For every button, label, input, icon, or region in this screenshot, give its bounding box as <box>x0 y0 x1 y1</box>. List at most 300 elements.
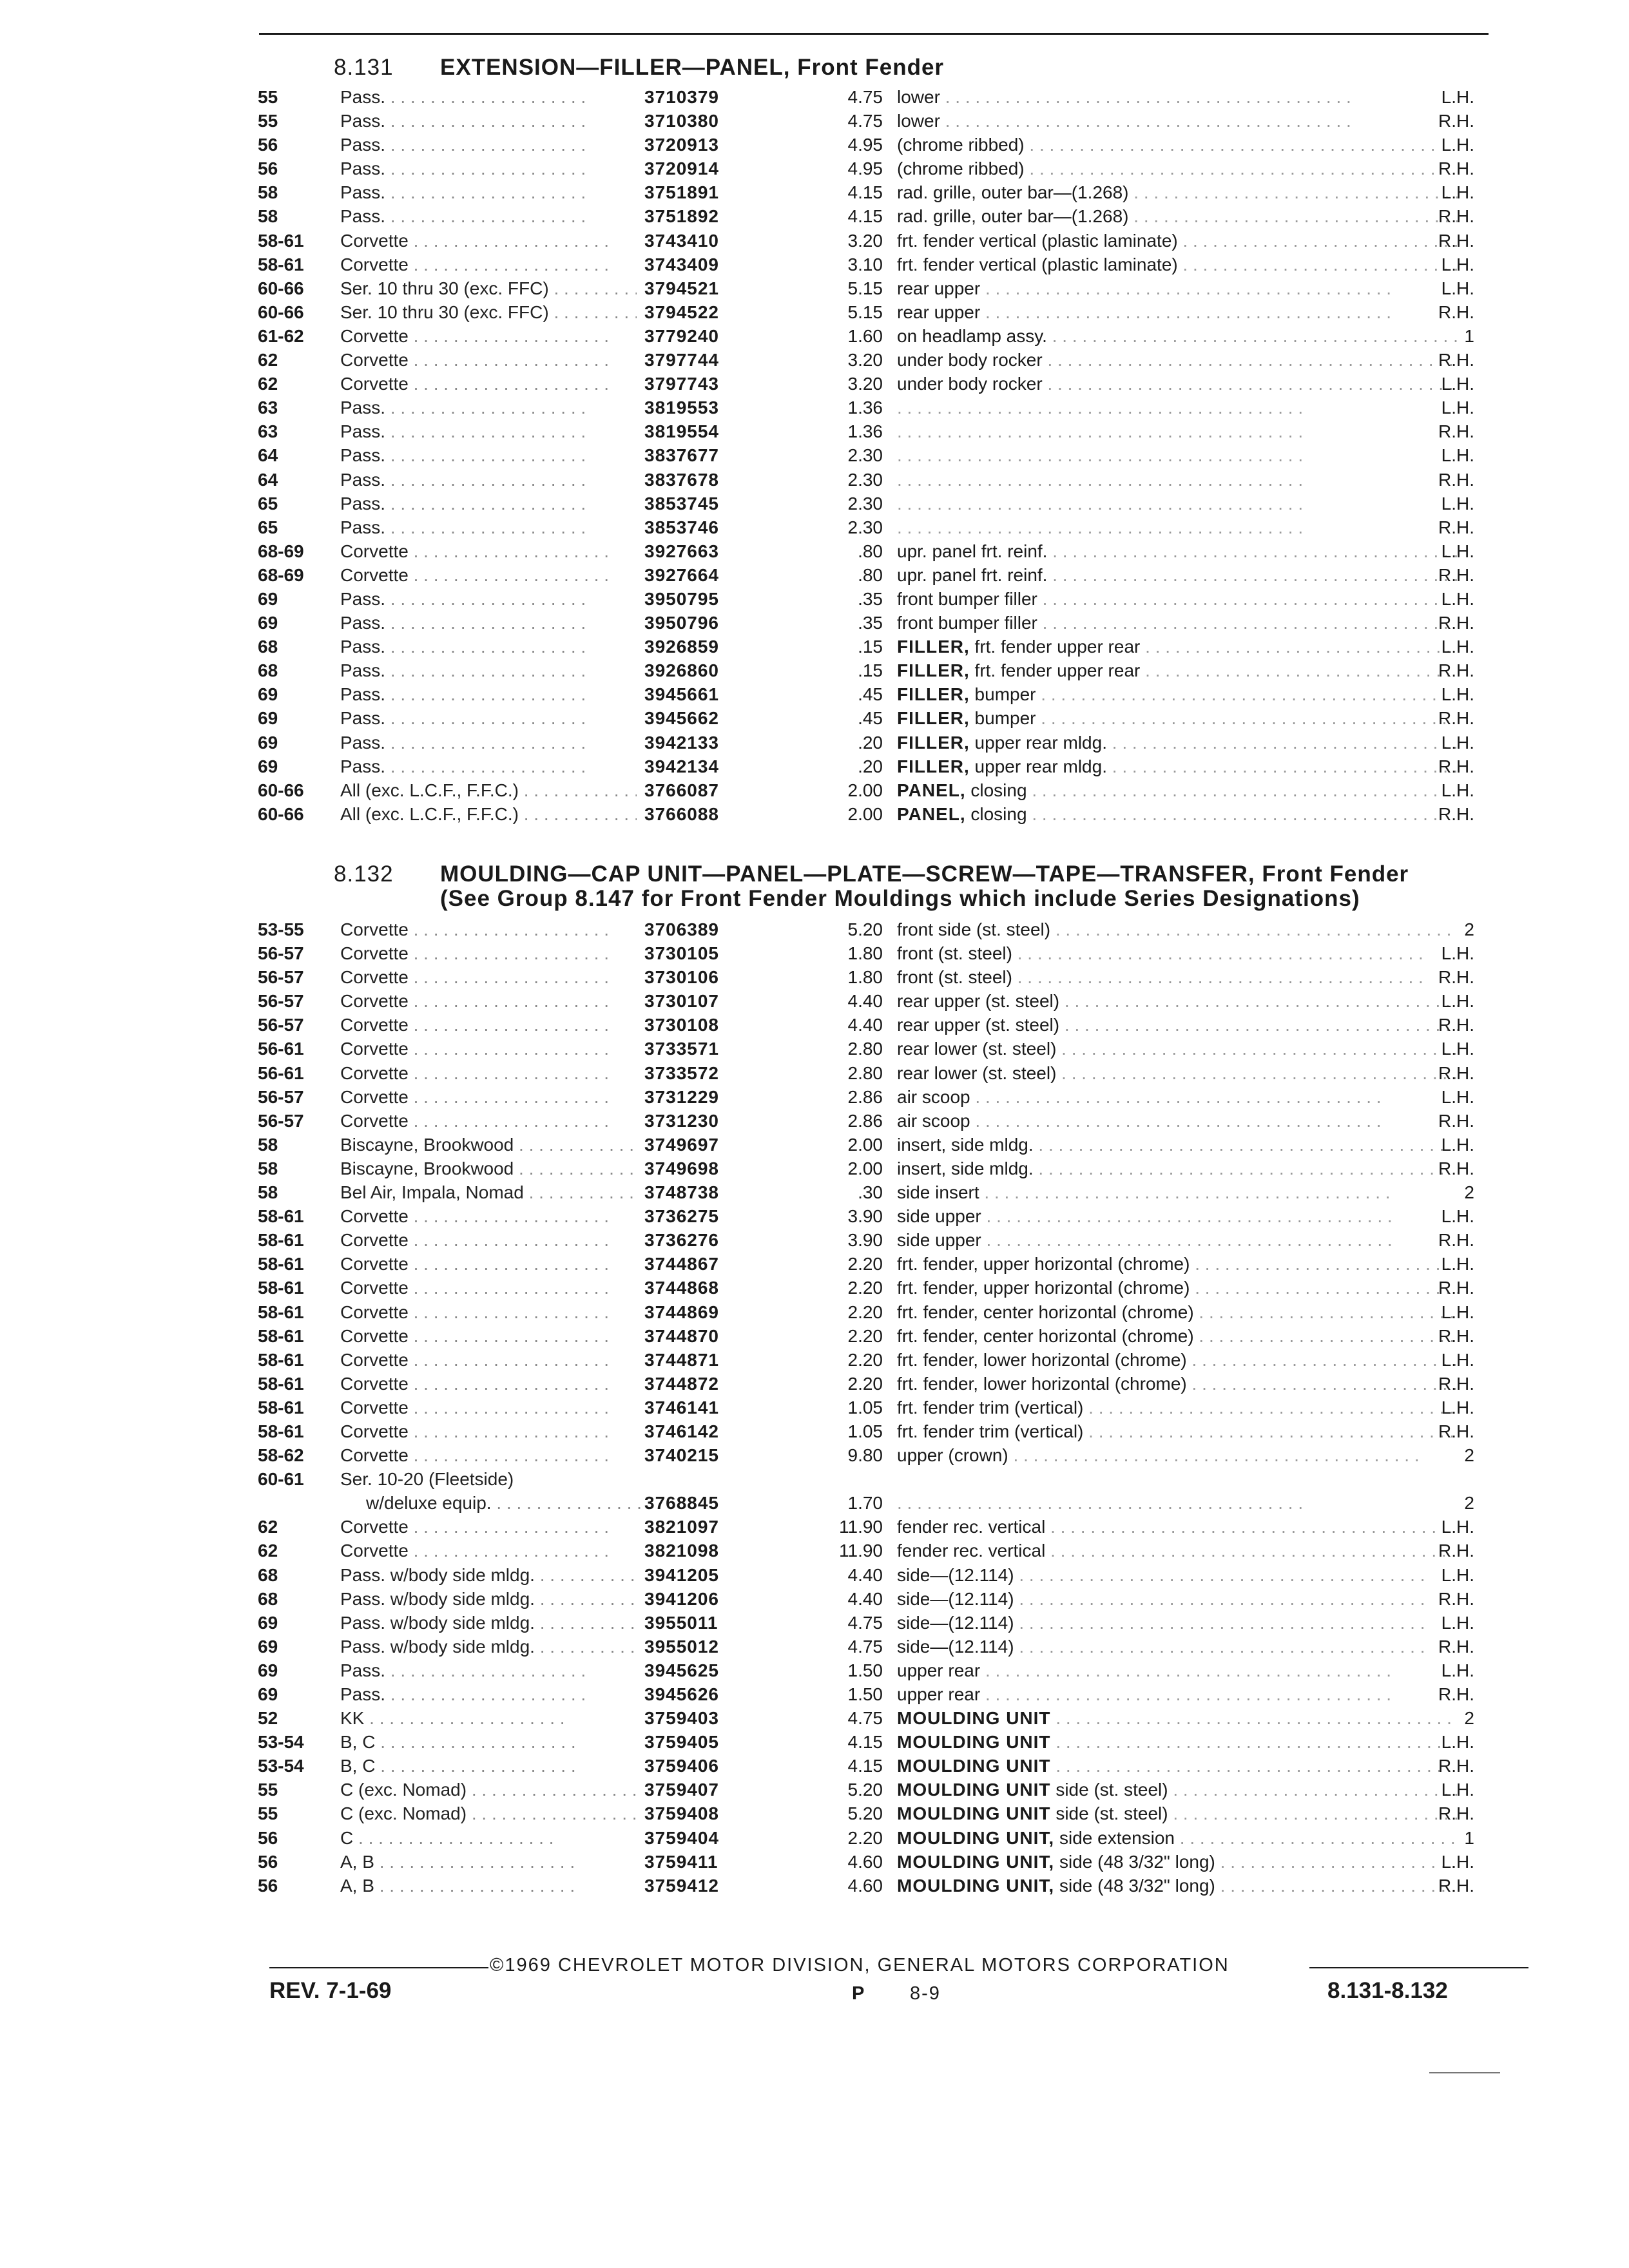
model-year: 64 <box>258 445 278 466</box>
part-description <box>897 109 1458 133</box>
model-year: 58 <box>258 1182 278 1203</box>
part-number: 3744870 <box>644 1325 720 1346</box>
price: 4.15 <box>847 1756 883 1776</box>
quantity-side: R.H. <box>1438 1421 1474 1441</box>
description-text: air scoop <box>897 1110 970 1131</box>
description-text: side (st. steel) <box>1055 1780 1168 1800</box>
description-text: frt. fender trim (vertical) <box>897 1421 1084 1441</box>
description-heading: FILLER, <box>897 637 970 657</box>
model-year: 56 <box>258 1827 278 1848</box>
price: 3.90 <box>847 1230 883 1251</box>
table-row <box>258 635 1474 658</box>
part-number: 3759405 <box>644 1732 720 1753</box>
table-row <box>258 778 1474 802</box>
part-number: 3837678 <box>644 469 720 490</box>
vehicle-model: B, C . . . <box>340 1730 637 1754</box>
description-heading: MOULDING UNIT, <box>897 1827 1055 1848</box>
price: .20 <box>858 756 883 776</box>
vehicle-model: Corvette . . . <box>340 253 637 276</box>
vehicle-model: Pass. . . . <box>340 635 637 658</box>
model-year: 65 <box>258 493 278 514</box>
vehicle-model: Corvette . . . <box>340 1443 637 1467</box>
price: 3.10 <box>847 254 883 274</box>
quantity-side: L.H. <box>1441 1039 1474 1059</box>
table-row <box>258 419 1474 443</box>
table-row <box>258 1802 1474 1825</box>
part-description <box>897 204 1458 228</box>
part-number: 3927663 <box>644 541 720 561</box>
part-number: 3945662 <box>644 708 720 729</box>
part-number: 3768845 <box>644 1493 720 1514</box>
price: 3.20 <box>847 350 883 370</box>
footer-rule-left <box>269 1967 488 1968</box>
vehicle-model: Corvette . . . <box>340 324 637 348</box>
table-row <box>258 109 1474 133</box>
price: .35 <box>858 588 883 609</box>
quantity-side: L.H. <box>1441 374 1474 394</box>
description-text: upr. panel frt. reinf. <box>897 564 1048 585</box>
table-row <box>258 1419 1474 1443</box>
table-row <box>258 989 1474 1013</box>
section-range: 8.131-8.132 <box>1327 1978 1448 2003</box>
part-description <box>897 1252 1458 1276</box>
price: 2.20 <box>847 1349 883 1370</box>
part-number: 3746141 <box>644 1397 720 1418</box>
table-row <box>258 443 1474 467</box>
price: .15 <box>858 637 883 657</box>
vehicle-model: Pass. . . . <box>340 492 637 515</box>
part-description <box>897 658 1458 682</box>
table-row <box>258 1324 1474 1348</box>
description-text: side (48 3/32" long) <box>1059 1875 1215 1896</box>
quantity-side: R.H. <box>1438 1756 1474 1776</box>
part-description <box>897 396 1458 419</box>
table-row <box>258 300 1474 324</box>
description-text: upper (crown) <box>897 1445 1008 1466</box>
quantity-side: R.H. <box>1438 1278 1474 1298</box>
table-row <box>258 1491 1474 1515</box>
table-row <box>258 324 1474 348</box>
model-year: 68 <box>258 637 278 657</box>
price: 5.20 <box>847 1780 883 1800</box>
table-row <box>258 563 1474 587</box>
part-description <box>897 1539 1458 1562</box>
vehicle-model: All (exc. L.C.F., F.F.C.) . . . <box>340 802 637 826</box>
vehicle-model: Pass. w/body side mldg. . . . <box>340 1611 637 1635</box>
part-description <box>897 1372 1458 1396</box>
part-description <box>897 229 1458 253</box>
table-row <box>258 1061 1474 1085</box>
part-description <box>897 1204 1458 1228</box>
description-text: front side (st. steel) <box>897 919 1051 939</box>
price: 1.70 <box>847 1493 883 1514</box>
table-row <box>258 1228 1474 1252</box>
part-number: 3751892 <box>644 206 720 227</box>
quantity-side: L.H. <box>1441 1732 1474 1753</box>
description-text: lower <box>897 111 940 131</box>
part-description <box>897 778 1458 802</box>
vehicle-model: Corvette . . . <box>340 1109 637 1133</box>
model-year: 55 <box>258 87 278 107</box>
part-number: 3736275 <box>644 1206 720 1227</box>
quantity-side: L.H. <box>1441 254 1474 274</box>
part-description <box>897 1085 1458 1109</box>
description-text: fender rec. vertical <box>897 1517 1046 1537</box>
table-row <box>258 1754 1474 1778</box>
quantity-side: R.H. <box>1438 1373 1474 1394</box>
model-year: 58-61 <box>258 1278 304 1298</box>
part-number: 3720913 <box>644 135 720 155</box>
table-row <box>258 754 1474 778</box>
price: 4.75 <box>847 87 883 107</box>
model-year: 56-57 <box>258 1110 304 1131</box>
parts-list <box>258 918 1474 1898</box>
model-year: 55 <box>258 111 278 131</box>
table-row <box>258 1204 1474 1228</box>
description-heading: MOULDING UNIT <box>897 1732 1051 1753</box>
part-description <box>897 1515 1458 1539</box>
price: 4.40 <box>847 1588 883 1609</box>
part-description <box>897 1276 1458 1300</box>
price: 1.36 <box>847 398 883 418</box>
model-year: 60-61 <box>258 1469 304 1490</box>
description-heading: MOULDING UNIT <box>897 1708 1051 1729</box>
part-number: 3743409 <box>644 254 720 274</box>
quantity-side: L.H. <box>1441 541 1474 561</box>
part-number: 3730107 <box>644 991 720 1012</box>
description-text: side upper <box>897 1206 981 1227</box>
description-text: insert, side mldg. <box>897 1134 1034 1155</box>
model-year: 58 <box>258 206 278 227</box>
vehicle-model: A, B . . . <box>340 1850 637 1874</box>
table-row <box>258 133 1474 157</box>
vehicle-model: Pass. . . . <box>340 396 637 419</box>
part-description <box>897 419 1458 443</box>
quantity-side: L.H. <box>1441 1349 1474 1370</box>
table-row <box>258 157 1474 180</box>
model-year: 68-69 <box>258 541 304 561</box>
table-row <box>258 1133 1474 1157</box>
price: .30 <box>858 1182 883 1203</box>
part-number: 3926860 <box>644 660 720 681</box>
price: 4.75 <box>847 1636 883 1657</box>
description-text: frt. fender, center horizontal (chrome) <box>897 1302 1194 1322</box>
part-number: 3945626 <box>644 1684 720 1704</box>
quantity-side: R.H. <box>1438 613 1474 633</box>
vehicle-model: C (exc. Nomad) . . . <box>340 1802 637 1825</box>
description-heading: MOULDING UNIT <box>897 1756 1051 1776</box>
quantity-side: L.H. <box>1441 780 1474 800</box>
part-description <box>897 965 1458 989</box>
vehicle-model: Corvette . . . <box>340 1228 637 1252</box>
table-row <box>258 229 1474 253</box>
vehicle-model: B, C . . . <box>340 1754 637 1778</box>
price: 1.80 <box>847 967 883 988</box>
part-number: 3743410 <box>644 230 720 251</box>
part-description <box>897 1180 1458 1204</box>
vehicle-model: Pass. w/body side mldg. . . . <box>340 1635 637 1658</box>
description-text: front (st. steel) <box>897 943 1012 964</box>
description-text: insert, side mldg. <box>897 1158 1034 1178</box>
quantity-side: R.H. <box>1438 1230 1474 1251</box>
table-row <box>258 1515 1474 1539</box>
quantity-side: R.H. <box>1438 967 1474 988</box>
quantity-side: L.H. <box>1441 1660 1474 1680</box>
quantity-side: 2 <box>1464 1445 1474 1466</box>
description-text: frt. fender, lower horizontal (chrome) <box>897 1349 1187 1370</box>
vehicle-model: Pass. . . . <box>340 468 637 492</box>
description-heading: PANEL, <box>897 780 966 800</box>
part-number: 3710380 <box>644 111 720 131</box>
model-year: 69 <box>258 1612 278 1633</box>
vehicle-model: Corvette . . . <box>340 229 637 253</box>
quantity-side: R.H. <box>1438 350 1474 370</box>
part-number: 3748738 <box>644 1182 720 1203</box>
quantity-side: L.H. <box>1441 278 1474 298</box>
price: .45 <box>858 684 883 705</box>
price: 4.15 <box>847 206 883 227</box>
price: 4.95 <box>847 135 883 155</box>
quantity-side: L.H. <box>1441 637 1474 657</box>
model-year: 69 <box>258 1684 278 1704</box>
model-year: 58-61 <box>258 1325 304 1346</box>
price: 1.05 <box>847 1421 883 1441</box>
price: 2.86 <box>847 1086 883 1107</box>
quantity-side: L.H. <box>1441 87 1474 107</box>
part-description <box>897 157 1458 180</box>
vehicle-model: Bel Air, Impala, Nomad . . . <box>340 1180 637 1204</box>
part-number: 3853746 <box>644 517 720 537</box>
vehicle-model: Biscayne, Brookwood . . . <box>340 1157 637 1180</box>
part-number: 3744868 <box>644 1278 720 1298</box>
description-text: upper rear <box>897 1684 981 1704</box>
part-number: 3766088 <box>644 803 720 824</box>
description-text: frt. fender upper rear <box>974 637 1141 657</box>
part-number: 3751891 <box>644 182 720 203</box>
table-row <box>258 1826 1474 1850</box>
price: 5.20 <box>847 1803 883 1824</box>
part-description <box>897 1802 1458 1825</box>
quantity-side: R.H. <box>1438 230 1474 251</box>
table-row <box>258 1611 1474 1635</box>
model-year: 58-61 <box>258 1230 304 1251</box>
description-text: front bumper filler <box>897 613 1037 633</box>
table-row <box>258 1013 1474 1037</box>
quantity-side: L.H. <box>1441 1086 1474 1107</box>
price: .80 <box>858 564 883 585</box>
part-number: 3821098 <box>644 1541 720 1561</box>
model-year: 60-66 <box>258 780 304 800</box>
price: 2.30 <box>847 469 883 490</box>
part-description <box>897 1419 1458 1443</box>
vehicle-model: Pass. . . . <box>340 658 637 682</box>
quantity-side: R.H. <box>1438 1684 1474 1704</box>
price: 1.50 <box>847 1660 883 1680</box>
part-number: 3797743 <box>644 374 720 394</box>
vehicle-model: Pass. w/body side mldg. . . . <box>340 1563 637 1587</box>
quantity-side: R.H. <box>1438 1110 1474 1131</box>
quantity-side: R.H. <box>1438 206 1474 227</box>
part-description <box>897 276 1458 300</box>
quantity-side: R.H. <box>1438 302 1474 322</box>
table-row <box>258 1300 1474 1324</box>
model-year: 56-57 <box>258 943 304 964</box>
section-title: EXTENSION—FILLER—PANEL, Front Fender <box>440 55 945 80</box>
quantity-side: L.H. <box>1441 1517 1474 1537</box>
vehicle-model: Corvette . . . <box>340 539 637 563</box>
vehicle-model: Ser. 10 thru 30 (exc. FFC) . . . <box>340 300 637 324</box>
model-year: 68 <box>258 1588 278 1609</box>
quantity-side: L.H. <box>1441 1851 1474 1872</box>
vehicle-model: Corvette . . . <box>340 1300 637 1324</box>
table-row <box>258 85 1474 109</box>
model-year: 53-55 <box>258 919 304 939</box>
price: 1.60 <box>847 325 883 346</box>
table-row <box>258 1730 1474 1754</box>
description-heading: FILLER, <box>897 756 970 776</box>
part-number: 3744872 <box>644 1373 720 1394</box>
price: 4.60 <box>847 1851 883 1872</box>
description-text: fender rec. vertical <box>897 1541 1046 1561</box>
table-row <box>258 1157 1474 1180</box>
quantity-side: L.H. <box>1441 493 1474 514</box>
description-text: frt. fender upper rear <box>974 660 1141 681</box>
description-heading: MOULDING UNIT, <box>897 1875 1055 1896</box>
table-row <box>258 1037 1474 1061</box>
quantity-side: R.H. <box>1438 708 1474 729</box>
section-8132 <box>258 862 1474 1898</box>
description-text: on headlamp assy. <box>897 325 1047 346</box>
part-number: 3744867 <box>644 1254 720 1274</box>
description-text: frt. fender, center horizontal (chrome) <box>897 1325 1194 1346</box>
price: 4.40 <box>847 991 883 1012</box>
description-text: side—(12.114) <box>897 1564 1014 1585</box>
vehicle-model: Pass. . . . <box>340 587 637 611</box>
part-description <box>897 611 1458 635</box>
price: 4.75 <box>847 111 883 131</box>
description-heading: FILLER, <box>897 708 970 729</box>
table-row <box>258 253 1474 276</box>
part-description <box>897 635 1458 658</box>
vehicle-model: Pass. . . . <box>340 515 637 539</box>
model-year: 56 <box>258 1875 278 1896</box>
part-number: 3744869 <box>644 1302 720 1322</box>
price: 11.90 <box>839 1517 883 1537</box>
vehicle-model: Biscayne, Brookwood . . . <box>340 1133 637 1157</box>
model-year: 62 <box>258 350 278 370</box>
price: 9.80 <box>847 1445 883 1466</box>
quantity-side: L.H. <box>1441 1397 1474 1418</box>
vehicle-model: Pass. . . . <box>340 180 637 204</box>
quantity-side: L.H. <box>1441 182 1474 203</box>
part-description <box>897 706 1458 730</box>
table-row <box>258 348 1474 372</box>
vehicle-model: A, B . . . <box>340 1874 637 1898</box>
part-number: 3797744 <box>644 350 720 370</box>
quantity-side: R.H. <box>1438 469 1474 490</box>
part-number: 3759408 <box>644 1803 720 1824</box>
model-year: 58-61 <box>258 254 304 274</box>
model-year: 53-54 <box>258 1756 304 1776</box>
price: 2.30 <box>847 493 883 514</box>
model-year: 69 <box>258 756 278 776</box>
quantity-side: R.H. <box>1438 803 1474 824</box>
description-text: (chrome ribbed) <box>897 135 1025 155</box>
description-text: upper rear <box>897 1660 981 1680</box>
part-number: 3759403 <box>644 1708 720 1729</box>
description-text: side—(12.114) <box>897 1588 1014 1609</box>
part-number: 3794521 <box>644 278 720 298</box>
part-description <box>897 1228 1458 1252</box>
vehicle-model: C (exc. Nomad) . . . <box>340 1778 637 1802</box>
table-row <box>258 587 1474 611</box>
part-description <box>897 1587 1458 1611</box>
model-year: 52 <box>258 1708 278 1729</box>
model-year: 62 <box>258 1541 278 1561</box>
quantity-side: R.H. <box>1438 159 1474 179</box>
description-heading: FILLER, <box>897 660 970 681</box>
vehicle-model: Pass. . . . <box>340 443 637 467</box>
description-heading: PANEL, <box>897 803 966 824</box>
part-number: 3736276 <box>644 1230 720 1251</box>
part-description <box>897 989 1458 1013</box>
quantity-side: L.H. <box>1441 732 1474 753</box>
part-description <box>897 1324 1458 1348</box>
vehicle-model: Corvette . . . <box>340 1515 637 1539</box>
price: 2.30 <box>847 445 883 466</box>
part-description <box>897 682 1458 706</box>
model-year: 56-57 <box>258 1086 304 1107</box>
price: .45 <box>858 708 883 729</box>
vehicle-model: Pass. . . . <box>340 611 637 635</box>
quantity-side: R.H. <box>1438 756 1474 776</box>
description-text: side extension <box>1059 1827 1175 1848</box>
part-description <box>897 1754 1458 1778</box>
section-number: 8.132 <box>334 861 394 887</box>
part-description <box>897 539 1458 563</box>
section-title: MOULDING—CAP UNIT—PANEL—PLATE—SCREW—TAPE—TRANSFER, Front Fender (See Group 8.147 for Front Fender Mouldings which include Series Designations) <box>440 861 1409 911</box>
model-year: 69 <box>258 613 278 633</box>
price: 1.05 <box>847 1397 883 1418</box>
model-year: 58-61 <box>258 1397 304 1418</box>
model-year: 56-61 <box>258 1039 304 1059</box>
quantity-side: R.H. <box>1438 1158 1474 1178</box>
quantity-side: R.H. <box>1438 1015 1474 1035</box>
price: 3.20 <box>847 374 883 394</box>
price: 4.95 <box>847 159 883 179</box>
vehicle-model: Corvette . . . <box>340 1276 637 1300</box>
price: 5.15 <box>847 278 883 298</box>
description-text: upr. panel frt. reinf. <box>897 541 1048 561</box>
part-description <box>897 1013 1458 1037</box>
price: 4.15 <box>847 182 883 203</box>
part-number: 3950796 <box>644 613 720 633</box>
description-text: air scoop <box>897 1086 970 1107</box>
vehicle-model: Corvette . . . <box>340 1372 637 1396</box>
table-row <box>258 1467 1474 1491</box>
part-description <box>897 372 1458 396</box>
table-row <box>258 515 1474 539</box>
model-year: 56 <box>258 135 278 155</box>
table-row <box>258 1443 1474 1467</box>
description-text: rear upper (st. steel) <box>897 1015 1060 1035</box>
part-number: 3759406 <box>644 1756 720 1776</box>
table-row <box>258 1180 1474 1204</box>
model-year: 62 <box>258 374 278 394</box>
part-description <box>897 1133 1458 1157</box>
description-text: under body rocker <box>897 374 1043 394</box>
description-text: frt. fender vertical (plastic laminate) <box>897 254 1178 274</box>
